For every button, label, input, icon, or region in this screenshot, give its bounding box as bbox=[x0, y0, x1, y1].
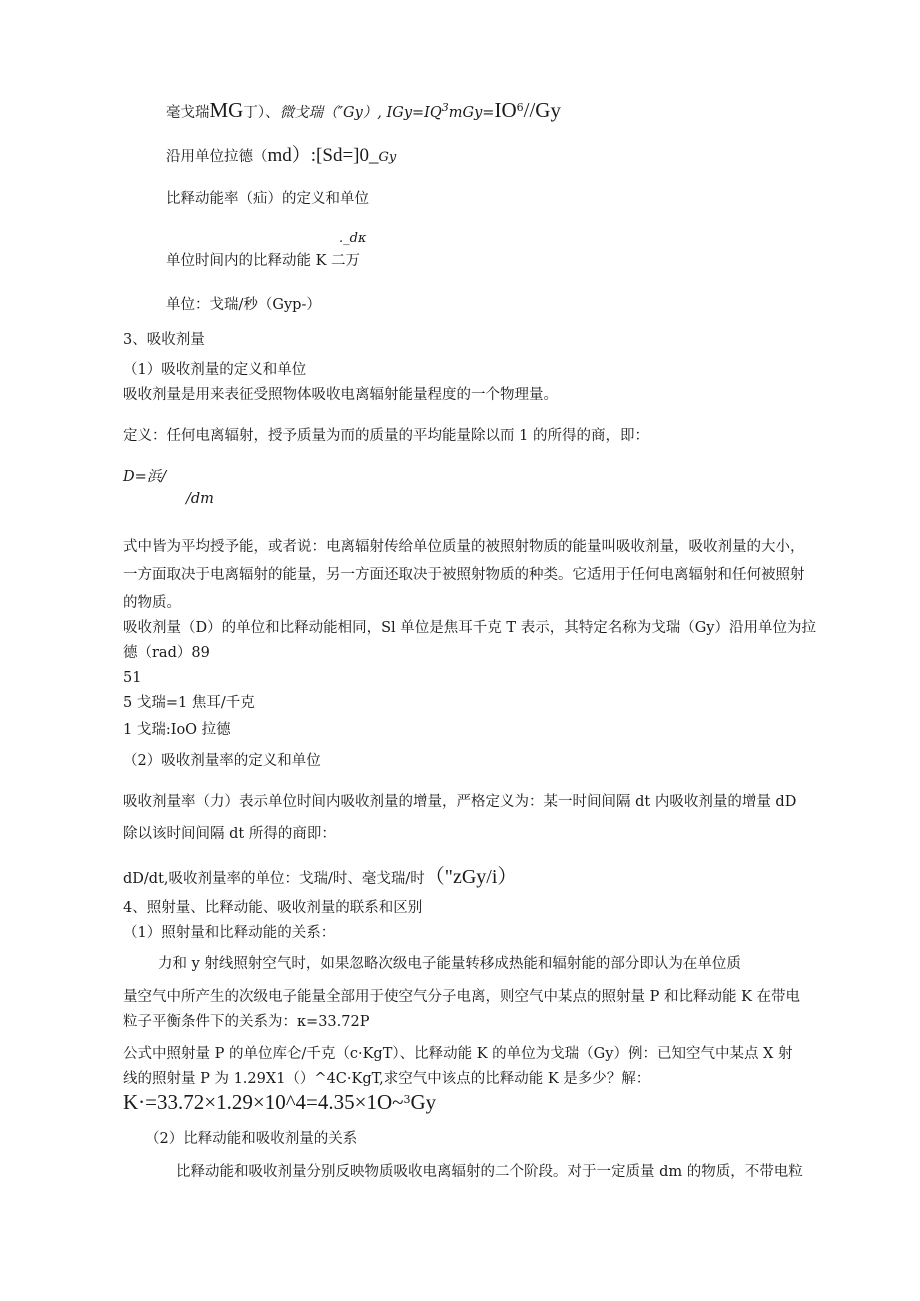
text-fragment: Gy bbox=[410, 1090, 437, 1114]
line-kerma-rate-def: 单位时间内的比释动能 K 二万 bbox=[166, 253, 361, 269]
line-kerma-rate-heading: 比释动能率（疝）的定义和单位 bbox=[166, 191, 369, 207]
section-heading-absorbed-dose: 3、吸收剂量 bbox=[123, 332, 205, 348]
paragraph-line: 5 戈瑞=1 焦耳/千克 bbox=[123, 695, 255, 711]
text-fragment: IO bbox=[494, 98, 517, 122]
line-rad-unit bbox=[166, 145, 396, 168]
formula-line: /dm bbox=[186, 491, 214, 507]
paragraph-line: 线的照射量 P 为 1.29X1（）^4C·KgT,求空气中该点的比释动能 K 是多少？解： bbox=[123, 1071, 651, 1087]
text-fragment: md bbox=[267, 145, 292, 166]
paragraph-line: 除以该时间间隔 dt 所得的商即： bbox=[123, 826, 336, 842]
subsection-heading: （2）比释动能和吸收剂量的关系 bbox=[145, 1131, 358, 1147]
line-kerma-calculation bbox=[123, 1090, 436, 1115]
paragraph-line: 51 bbox=[123, 670, 142, 686]
paragraph-line: 量空气中所产生的次级电子能量全部用于使空气分子电离，则空气中某点的照射量 P 和比释动能 K 在带电 bbox=[123, 989, 801, 1005]
text-fragment: 沿用单位拉德（ bbox=[166, 149, 268, 165]
paragraph-line: 吸收剂量率（力）表示单位时间内吸收剂量的增量，严格定义为：某一时间间隔 dt 内吸收剂量的增量 dD bbox=[123, 794, 797, 810]
paragraph-line: 的物质。 bbox=[123, 595, 181, 611]
text-fragment: ）:[Sd=]0_ bbox=[291, 145, 379, 166]
text-fragment: Gy bbox=[378, 150, 397, 165]
superscript: 6 bbox=[516, 101, 524, 115]
paragraph-line: 公式中照射量 P 的单位库仑/千克（c·KgT）、比释动能 K 的单位为戈瑞（Gy）例：已知空气中某点 X 射 bbox=[123, 1046, 793, 1062]
paragraph-line: 德（rad）89 bbox=[123, 645, 210, 661]
text-fragment: K·=33.72×1.29×10^4=4.35×1O~ bbox=[123, 1090, 404, 1114]
subsection-heading: （1）吸收剂量的定义和单位 bbox=[123, 362, 307, 378]
superscript: 3 bbox=[403, 1093, 411, 1107]
section-heading-relationship: 4、照射量、比释动能、吸收剂量的联系和区别 bbox=[123, 900, 423, 916]
paragraph-line: 式中皆为平均授予能，或者说：电离辐射传给单位质量的被照射物质的能量叫吸收剂量，吸收剂量的大小， bbox=[123, 539, 805, 555]
paragraph-line: 比释动能和吸收剂量分别反映物质吸收电离辐射的二个阶段。对于一定质量 dm 的物质，不带电粒 bbox=[176, 1164, 803, 1180]
paragraph-line: 吸收剂量是用来表征受照物体吸收电离辐射能量程度的一个物理量。 bbox=[123, 387, 558, 403]
subsection-heading: （1）照射量和比释动能的关系： bbox=[123, 925, 336, 941]
paragraph-line: 一方面取决于电离辐射的能量，另一方面还取决于被照射物质的种类。它适用于任何电离辐射和任何被照射 bbox=[123, 567, 805, 583]
text-fragment: 丁）、 bbox=[243, 105, 280, 121]
paragraph-line: 粒子平衡条件下的关系为：κ=33.72P bbox=[123, 1014, 370, 1030]
line-milli-micro-gray bbox=[166, 98, 561, 123]
paragraph-line: 吸收剂量（D）的单位和比释动能相同，Sl 单位是焦耳千克 T 表示，其特定名称为戈瑞（Gy）沿用单位为拉 bbox=[123, 620, 816, 636]
line-formula-fragment: ._dκ bbox=[339, 231, 367, 246]
formula-line: D=浜/ bbox=[123, 469, 167, 485]
line-dose-rate-unit bbox=[123, 865, 517, 889]
paragraph-line: 1 戈瑞:IoO 拉德 bbox=[123, 722, 231, 738]
paragraph-line: 力和 y 射线照射空气时，如果忽略次级电子能量转移成热能和辐射能的部分即认为在单位质 bbox=[158, 956, 741, 972]
text-fragment: 微戈瑞（″Gy）, IGy=IQ bbox=[279, 105, 442, 121]
text-fragment: mGy= bbox=[448, 105, 495, 121]
text-fragment: dD/dt,吸收剂量率的单位：戈瑞/时、毫戈瑞/时 bbox=[123, 871, 425, 887]
line-kerma-rate-unit: 单位：戈瑞/秒（Gyp-） bbox=[166, 297, 321, 313]
subsection-heading: （2）吸收剂量率的定义和单位 bbox=[123, 753, 321, 769]
text-fragment: MG bbox=[209, 98, 244, 122]
text-fragment: （"zGy/i） bbox=[424, 866, 518, 888]
text-fragment: 毫戈瑞 bbox=[166, 105, 210, 121]
paragraph-line: 定义：任何电离辐射，授予质量为而的质量的平均能量除以而 1 的所得的商，即： bbox=[123, 428, 649, 444]
superscript: 3 bbox=[441, 101, 449, 115]
text-fragment: //Gy bbox=[523, 98, 561, 122]
